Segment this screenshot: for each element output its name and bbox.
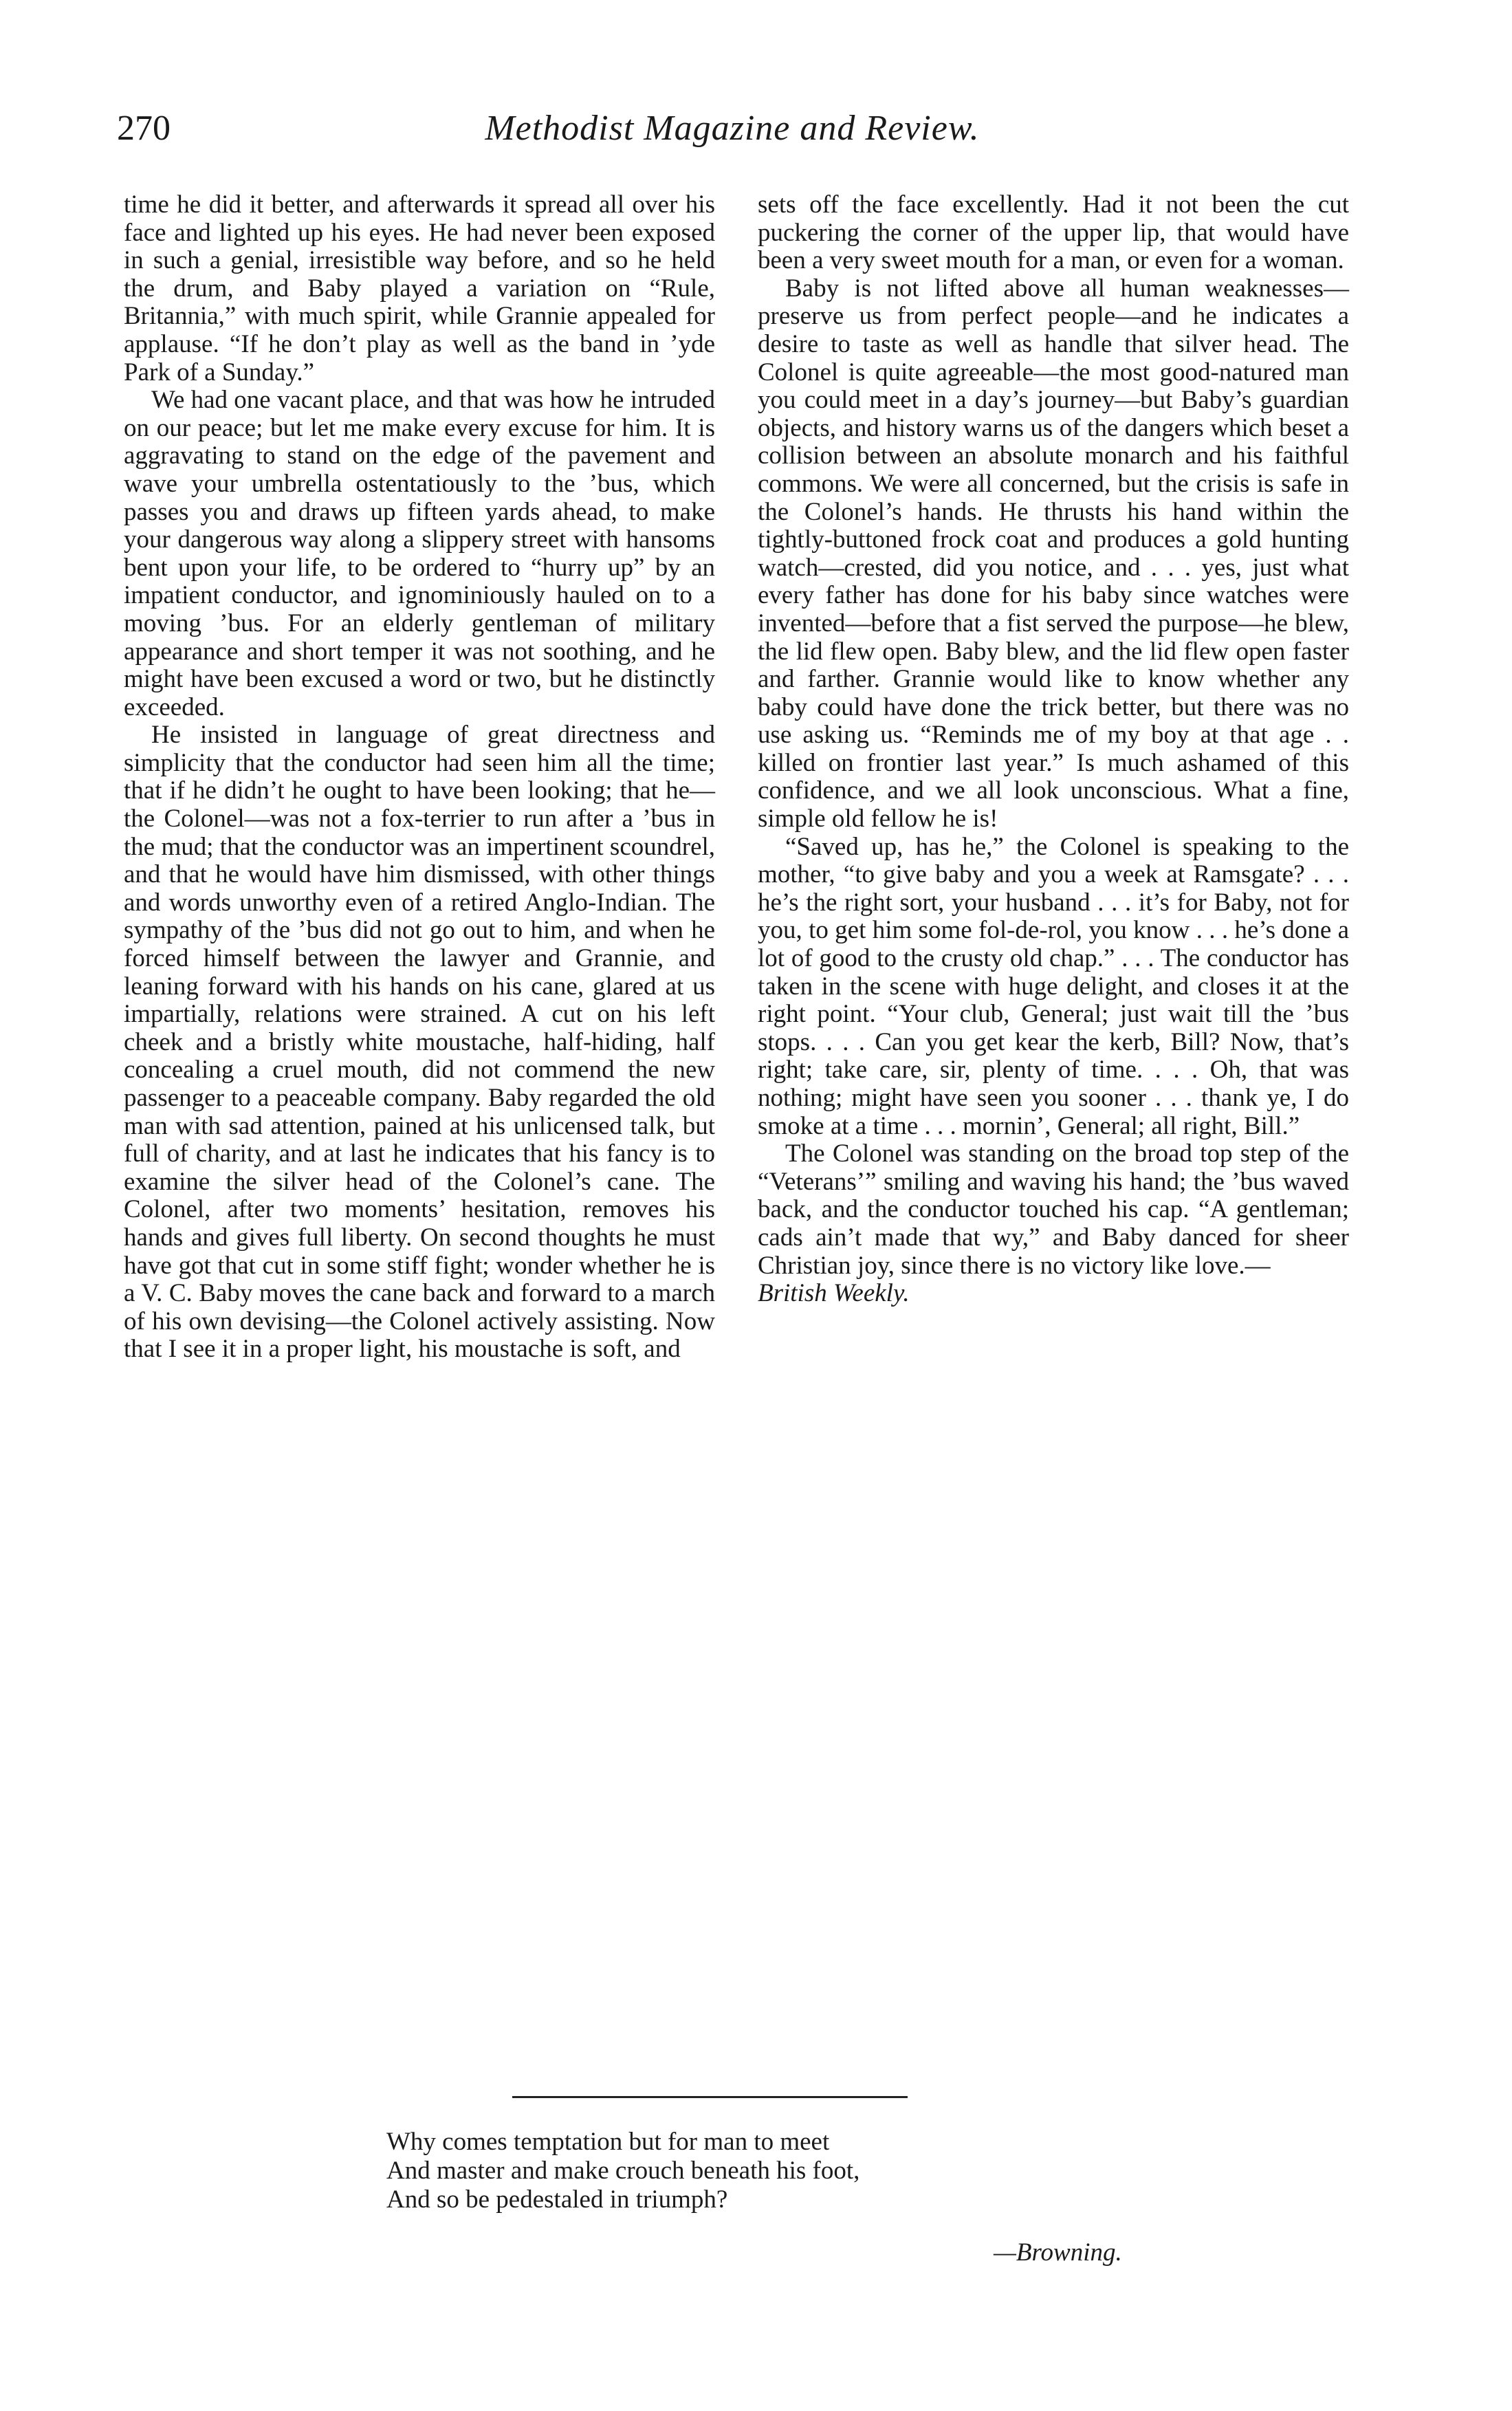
source-attribution: British Weekly. xyxy=(758,1279,910,1308)
poem-line: And master and make crouch beneath his foot, xyxy=(386,2157,860,2185)
poem-attribution: —Browning. xyxy=(994,2238,1122,2267)
left-column xyxy=(124,191,715,1364)
poem-line: Why comes temptation but for man to meet xyxy=(386,2128,830,2156)
section-divider xyxy=(512,2096,908,2098)
paragraph: “Saved up, has he,” the Colonel is speaking to the mother, “to give baby and you a week at Ramsgate? . . . he’s the right sort, your husband . . . it’s for Baby, not for you, to get him some fol-de-rol, you know . . . he’s done a lot of good to the crusty old chap.” . . . The conductor has taken in the scene with huge delight, and closes it at the right point. “Your club, General; just wait till the ’bus stops. . . . Can you get kear the kerb, Bill? Now, that’s right; take care, sir, plenty of time. . . . Oh, that was nothing; might have seen you sooner . . . thank ye, I do smoke at a time . . . mornin’, General; all right, Bill.” xyxy=(758,832,1349,1140)
paragraph: Baby is not lifted above all human weaknesses—preserve us from perfect people—and he indicates a desire to taste as well as handle that silver head. The Colonel is quite agreeable—the most good-natured man you could meet in a day’s journey—but Baby’s guardian objects, and history warns us of the dangers which beset a collision between an absolute monarch and his faithful commons. We were all concerned, but the crisis is safe in the Colonel’s hands. He thrusts his hand within the tightly-buttoned frock coat and produces a gold hunting watch—crested, did you notice, and . . . yes, just what every father has done for his baby since watches were invented—before that a fist served the purpose—he blew, the lid flew open. Baby blew, and the lid flew open faster and farther. Grannie would like to know whether any baby could have done the trick better, but there was no use asking us. “Reminds me of my boy at that age . . killed on frontier last year.” Is much ashamed of this confidence, and we all look unconscious. What a fine, simple old fellow he is! xyxy=(758,274,1349,833)
poem-quote xyxy=(386,2128,1212,2214)
paragraph: We had one vacant place, and that was how he intruded on our peace; but let me make every excuse for him. It is aggravating to stand on the edge of the pavement and wave your umbrella ostentatiously to the ’bus, which passes you and draws up fifteen yards ahead, to make your dangerous way along a slippery street with hansoms bent upon your life, to be ordered to “hurry up” by an impatient conductor, and ignominiously hauled on to a moving ’bus. For an elderly gentleman of military appearance and short temper it was not soothing, and he might have been excused a word or two, but he distinctly exceeded. xyxy=(124,386,715,721)
running-title: Methodist Magazine and Review. xyxy=(485,109,980,148)
paragraph: sets off the face excellently. Had it not been the cut puckering the corner of the upper lip, that would have been a very sweet mouth for a man, or even for a woman. xyxy=(758,190,1349,275)
running-head xyxy=(117,105,1348,160)
right-column xyxy=(758,191,1349,1308)
poem-line: And so be pedestaled in triumph? xyxy=(386,2185,728,2214)
paragraph: time he did it better, and afterwards it spread all over his face and lighted up his eyes. He had never been exposed in such a genial, irresistible way before, and so he held the drum, and Baby played a variation on “Rule, Britannia,” with much spirit, while Grannie appealed for applause. “If he don’t play as well as the band in ’yde Park of a Sunday.” xyxy=(124,190,715,386)
paragraph: He insisted in language of great directness and simplicity that the conductor had seen him all the time; that if he didn’t he ought to have been looking; that he—the Colonel—was not a fox-terrier to run after a ’bus in the mud; that the conductor was an impertinent scoundrel, and that he would have him dismissed, with other things and words unworthy even of a retired Anglo-Indian. The sympathy of the ’bus did not go out to him, and when he forced himself between the lawyer and Grannie, and leaning forward with his hands on his cane, glared at us impartially, relations were strained. A cut on his left cheek and a bristly white moustache, half-hiding, half concealing a cruel mouth, did not commend the new passenger to a peaceable company. Baby regarded the old man with sad attention, pained at his unlicensed talk, but full of charity, and at last he indicates that his fancy is to examine the silver head of the Colonel’s cane. The Colonel, after two moments’ hesitation, removes his hands and gives full liberty. On second thoughts he must have got that cut in some stiff fight; wonder whether he is a V. C. Baby moves the cane back and forward to a march of his own devising—the Colonel actively assisting. Now that I see it in a proper light, his moustache is soft, and xyxy=(124,721,716,1364)
paragraph: The Colonel was standing on the broad top step of the “Veterans’” smiling and waving his hand; the ’bus waved back, and the conductor touched his cap. “A gentleman; cads ain’t made that wy,” and Baby danced for sheer Christian joy, since there is no victory like love.— xyxy=(758,1139,1349,1280)
page-number: 270 xyxy=(117,109,171,148)
